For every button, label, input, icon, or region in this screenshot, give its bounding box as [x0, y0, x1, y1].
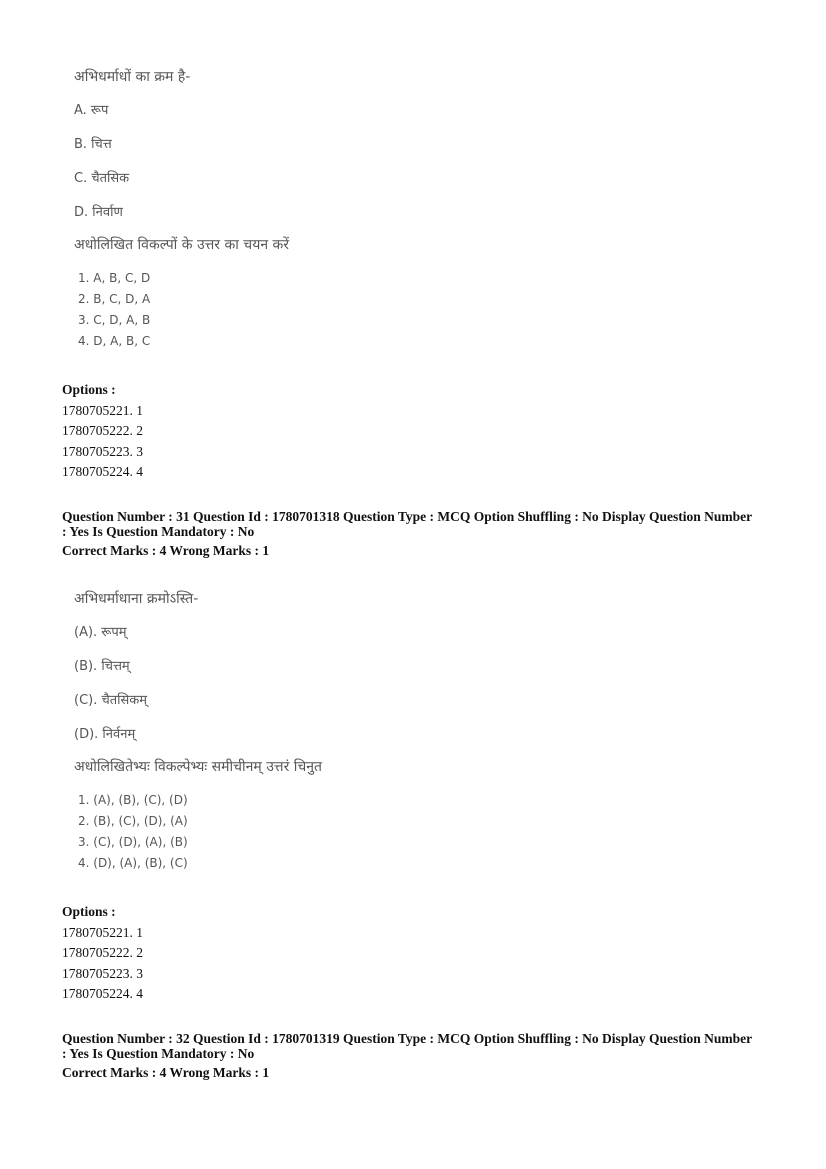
option-id-4: 1780705224. 4 — [62, 464, 143, 479]
choice-1: 1. (A), (B), (C), (D) — [78, 793, 188, 807]
question-meta-line2: : Yes Is Question Mandatory : No — [62, 524, 255, 539]
question-32-meta — [62, 1031, 772, 1080]
choice-4: 4. D, A, B, C — [78, 334, 151, 348]
options-block-31 — [62, 902, 772, 1005]
statement-b: B. चित्त — [74, 137, 112, 152]
statement-a: (A). रूपम् — [74, 625, 127, 640]
marks-line: Correct Marks : 4 Wrong Marks : 1 — [62, 543, 270, 558]
option-id-2: 1780705222. 2 — [62, 423, 143, 438]
options-block-30 — [62, 380, 772, 483]
question-instruction: अधोलिखितेभ्यः विकल्पेभ्यः समीचीनम् उत्तरं चिनुत — [74, 759, 323, 775]
statement-c: C. चैतसिक — [74, 171, 130, 186]
choice-4: 4. (D), (A), (B), (C) — [78, 856, 188, 870]
options-label: Options : — [62, 904, 116, 919]
statement-c: (C). चैतसिकम् — [74, 693, 148, 708]
statement-b: (B). चित्तम् — [74, 659, 130, 674]
choice-3: 3. C, D, A, B — [78, 313, 151, 327]
option-id-1: 1780705221. 1 — [62, 924, 143, 940]
choice-1: 1. A, B, C, D — [78, 271, 151, 285]
statement-d: (D). निर्वनम् — [74, 727, 136, 742]
answer-choices — [74, 790, 322, 874]
option-id-2: 1780705222. 2 — [62, 945, 143, 960]
question-30-content — [74, 66, 289, 352]
question-stem: अभिधर्माधों का क्रम है- — [74, 69, 191, 85]
choice-3: 3. (C), (D), (A), (B) — [78, 835, 188, 849]
question-stem: अभिधर्माधाना क्रमोऽस्ति- — [74, 591, 199, 607]
options-label: Options : — [62, 382, 116, 397]
question-31-content — [74, 588, 322, 874]
question-instruction: अधोलिखित विकल्पों के उत्तर का चयन करें — [74, 237, 290, 253]
question-meta-line2: : Yes Is Question Mandatory : No — [62, 1046, 255, 1061]
choice-2: 2. (B), (C), (D), (A) — [78, 814, 188, 828]
choice-2: 2. B, C, D, A — [78, 292, 151, 306]
option-id-1: 1780705221. 1 — [62, 402, 143, 418]
marks-line: Correct Marks : 4 Wrong Marks : 1 — [62, 1065, 270, 1080]
answer-choices — [74, 268, 289, 352]
question-31-meta — [62, 509, 772, 558]
question-meta-line1: Question Number : 32 Question Id : 1780701319 Question Type : MCQ Option Shuffling : No Display Question Number — [62, 1031, 753, 1046]
statement-d: D. निर्वाण — [74, 205, 123, 220]
option-id-4: 1780705224. 4 — [62, 986, 143, 1001]
statement-a: A. रूप — [74, 103, 109, 118]
question-meta-line1: Question Number : 31 Question Id : 1780701318 Question Type : MCQ Option Shuffling : No Display Question Number — [62, 509, 753, 524]
option-id-3: 1780705223. 3 — [62, 965, 143, 981]
option-id-3: 1780705223. 3 — [62, 443, 143, 459]
